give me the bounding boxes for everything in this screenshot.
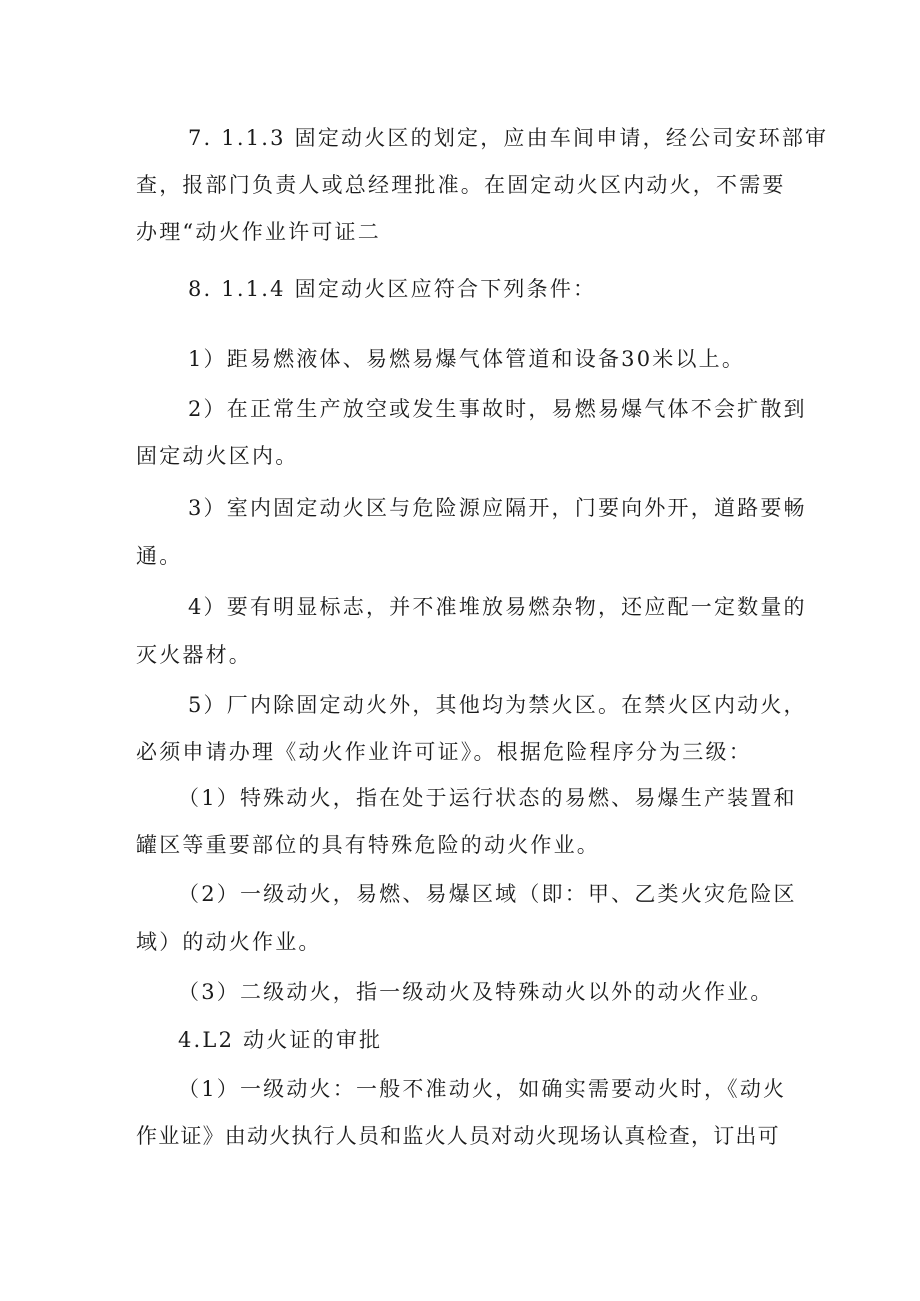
condition-5-line-2: 必须申请办理《动火作业许可证》。根据危险程序分为三级： <box>136 740 752 764</box>
condition-3-line-1: 3）室内固定动火区与危险源应隔开，门要向外开，道路要畅 <box>188 496 807 520</box>
approval-item-1-line-1: （1）一级动火：一般不准动火，如确实需要动火时，《动火 <box>178 1077 787 1101</box>
level-special-line-2: 罐区等重要部位的具有特殊危险的动火作业。 <box>136 833 600 857</box>
condition-4-line-1: 4）要有明显标志，并不准堆放易燃杂物，还应配一定数量的 <box>188 595 807 619</box>
paragraph-8: 8. 1.1.4 固定动火区应符合下列条件： <box>188 277 597 301</box>
level-first-line-1: （2）一级动火，易燃、易爆区域（即：甲、乙类火灾危险区 <box>178 882 797 906</box>
condition-1: 1）距易燃液体、易燃易爆气体管道和设备30米以上。 <box>188 347 746 371</box>
paragraph-7-line-3: 办理“动火作业许可证二 <box>136 220 381 244</box>
paragraph-7-line-1: 7. 1.1.3 固定动火区的划定，应由车间申请，经公司安环部审 <box>188 126 829 150</box>
condition-3-line-2: 通。 <box>136 544 183 568</box>
approval-item-1-line-2: 作业证》由动火执行人员和监火人员对动火现场认真检查，订出可 <box>136 1124 780 1148</box>
condition-2-line-1: 2）在正常生产放空或发生事故时，易燃易爆气体不会扩散到 <box>188 397 807 421</box>
paragraph-7-line-2: 查，报部门负责人或总经理批准。在固定动火区内动火，不需要 <box>136 173 786 197</box>
section-heading-approval: 4.L2 动火证的审批 <box>178 1028 383 1052</box>
level-first-line-2: 域）的动火作业。 <box>136 930 322 954</box>
condition-5-line-1: 5）厂内除固定动火外，其他均为禁火区。在禁火区内动火， <box>188 693 807 717</box>
level-second: （3）二级动火，指一级动火及特殊动火以外的动火作业。 <box>178 980 774 1004</box>
condition-4-line-2: 灭火器材。 <box>136 643 252 667</box>
condition-2-line-2: 固定动火区内。 <box>136 444 299 468</box>
level-special-line-1: （1）特殊动火，指在处于运行状态的易燃、易爆生产装置和 <box>178 786 797 810</box>
